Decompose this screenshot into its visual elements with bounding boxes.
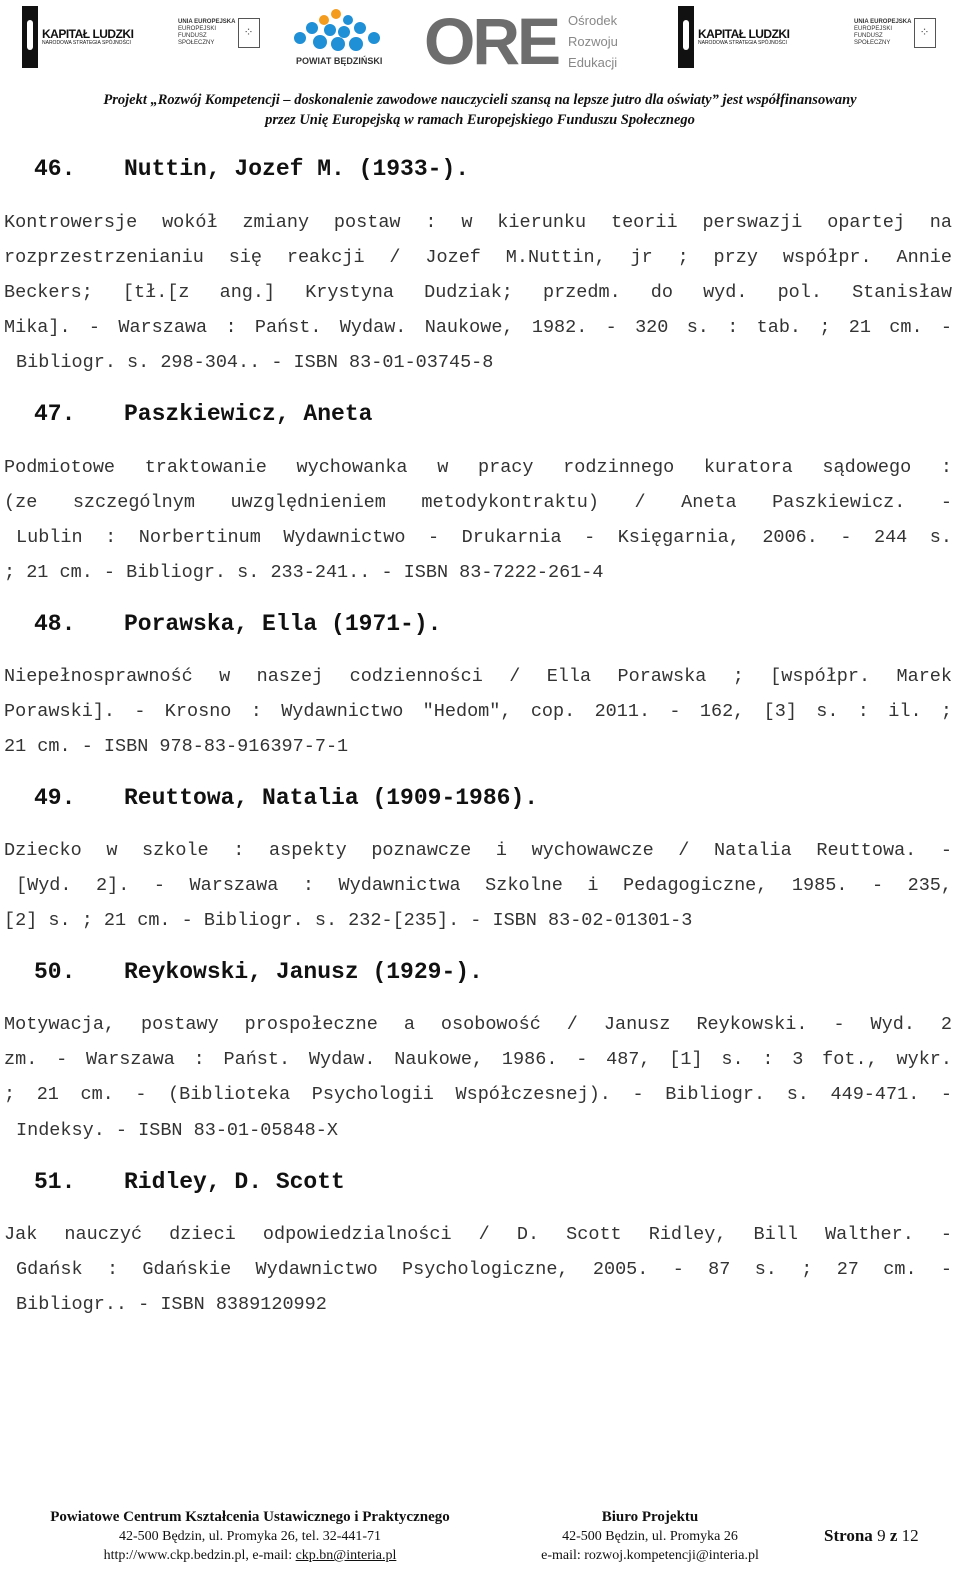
entry-line: Podmiotowe traktowanie wychowanka w pracy rodzinnego kuratora sądowego : bbox=[4, 457, 952, 478]
entry-line: (ze szczególnym uwzględnieniem metodykontraktu) / Aneta Paszkiewicz. - bbox=[4, 492, 952, 513]
entry-line: Kontrowersje wokół zmiany postaw : w kierunku teorii perswazji opartej na bbox=[4, 212, 952, 233]
entry-line: Jak nauczyć dzieci odpowiedzialności / D. Scott Ridley, Bill Walther. - bbox=[4, 1224, 952, 1245]
footer-project-office: Biuro Projektu 42-500 Będzin, ul. Promyka 26 e-mail: rozwoj.kompetencji@interia.pl bbox=[541, 1509, 759, 1563]
entry-line: rozprzestrzenianiu się reakcji / Jozef M.Nuttin, jr ; przy współpr. Annie bbox=[4, 247, 952, 268]
ore-logo: ORE Ośrodek Rozwoju Edukacji bbox=[424, 4, 618, 78]
dots-icon bbox=[284, 6, 388, 56]
entry-line: Bibliogr. s. 298-304.. - ISBN 83-01-03745-8 bbox=[16, 352, 494, 373]
entry-line: Dziecko w szkole : aspekty poznawcze i wychowawcze / Natalia Reuttowa. - bbox=[4, 840, 952, 861]
kapital-ludzki-logo-right: KAPITAŁ LUDZKI NARODOWA STRATEGIA SPÓJNOŚCI bbox=[678, 4, 789, 70]
footer-email-link[interactable]: ckp.bn@interia.pl bbox=[295, 1548, 397, 1563]
entry-heading: 47. Paszkiewicz, Aneta bbox=[34, 401, 373, 427]
entry-line: Niepełnosprawność w naszej codzienności / Ella Porawska ; [współpr. Marek bbox=[4, 666, 952, 687]
entry-line: Indeksy. - ISBN 83-01-05848-X bbox=[16, 1120, 338, 1141]
entry-heading: 51. Ridley, D. Scott bbox=[34, 1169, 345, 1195]
flag-icon bbox=[22, 6, 38, 68]
entry-heading: 46. Nuttin, Jozef M. (1933-). bbox=[34, 156, 470, 182]
entry-line: Mika]. - Warszawa : Państ. Wydaw. Naukowe, 1982. - 320 s. : tab. ; 21 cm. - bbox=[4, 317, 952, 338]
entry-line: [2] s. ; 21 cm. - Bibliogr. s. 232-[235]. - ISBN 83-02-01301-3 bbox=[4, 910, 693, 931]
entry-line: Porawski]. - Krosno : Wydawnictwo "Hedom", cop. 2011. - 162, [3] s. : il. ; bbox=[4, 701, 952, 722]
entry-heading: 49. Reuttowa, Natalia (1909-1986). bbox=[34, 785, 539, 811]
entry-heading: 48. Porawska, Ella (1971-). bbox=[34, 611, 442, 637]
entry-line: Motywacja, postawy prospołeczne a osobowość / Janusz Reykowski. - Wyd. 2 bbox=[4, 1014, 952, 1035]
entry-line: zm. - Warszawa : Państ. Wydaw. Naukowe, 1986. - 487, [1] s. : 3 fot., wykr. bbox=[4, 1049, 952, 1070]
page-number: Strona 9 z 12 bbox=[824, 1526, 919, 1545]
footer-organization: Powiatowe Centrum Kształcenia Ustawicznego i Praktycznego 42-500 Będzin, ul. Promyka 26, tel. 32-441-71 http://www.ckp.bedzin.pl, e-mail: ckp.bn@interia.pl bbox=[50, 1509, 450, 1563]
entry-line: ; 21 cm. - Bibliogr. s. 233-241.. - ISBN 83-7222-261-4 bbox=[4, 562, 604, 583]
entry-line: Gdańsk : Gdańskie Wydawnictwo Psychologiczne, 2005. - 87 s. ; 27 cm. - bbox=[16, 1259, 952, 1280]
eu-stars-icon bbox=[914, 18, 936, 48]
entry-line: Lublin : Norbertinum Wydawnictwo - Drukarnia - Księgarnia, 2006. - 244 s. bbox=[16, 527, 952, 548]
eu-logo: UNIA EUROPEJSKA EUROPEJSKI FUNDUSZ SPOŁECZNY ⁘ bbox=[178, 18, 260, 48]
eu-logo-right: UNIA EUROPEJSKA EUROPEJSKI FUNDUSZ SPOŁECZNY ⁘ bbox=[854, 18, 936, 48]
entry-line: ; 21 cm. - (Biblioteka Psychologii Współczesnej). - Bibliogr. s. 449-471. - bbox=[4, 1084, 952, 1105]
entry-heading: 50. Reykowski, Janusz (1929-). bbox=[34, 959, 483, 985]
entry-line: 21 cm. - ISBN 978-83-916397-7-1 bbox=[4, 736, 349, 757]
entry-line: Beckers; [tł.[z ang.] Krystyna Dudziak; przedm. do wyd. pol. Stanisław bbox=[4, 282, 952, 303]
powiat-bedzinski-logo: POWIAT BĘDZIŃSKI bbox=[284, 6, 388, 70]
page-footer bbox=[0, 1508, 960, 1568]
flag-icon bbox=[678, 6, 694, 68]
kapital-ludzki-logo: KAPITAŁ LUDZKI NARODOWA STRATEGIA SPÓJNOŚCI bbox=[22, 4, 133, 70]
entry-line: [Wyd. 2]. - Warszawa : Wydawnictwa Szkolne i Pedagogiczne, 1985. - 235, bbox=[16, 875, 952, 896]
header-logos bbox=[0, 0, 960, 90]
eu-stars-icon bbox=[238, 18, 260, 48]
entry-line: Bibliogr.. - ISBN 8389120992 bbox=[16, 1294, 327, 1315]
project-banner: Projekt „Rozwój Kompetencji – doskonalenie zawodowe nauczycieli szansą na lepsze jutro dla oświaty” jest współfinansowany przez Unię Europejską w ramach Europejskiego Funduszu Społecznego bbox=[103, 92, 857, 128]
